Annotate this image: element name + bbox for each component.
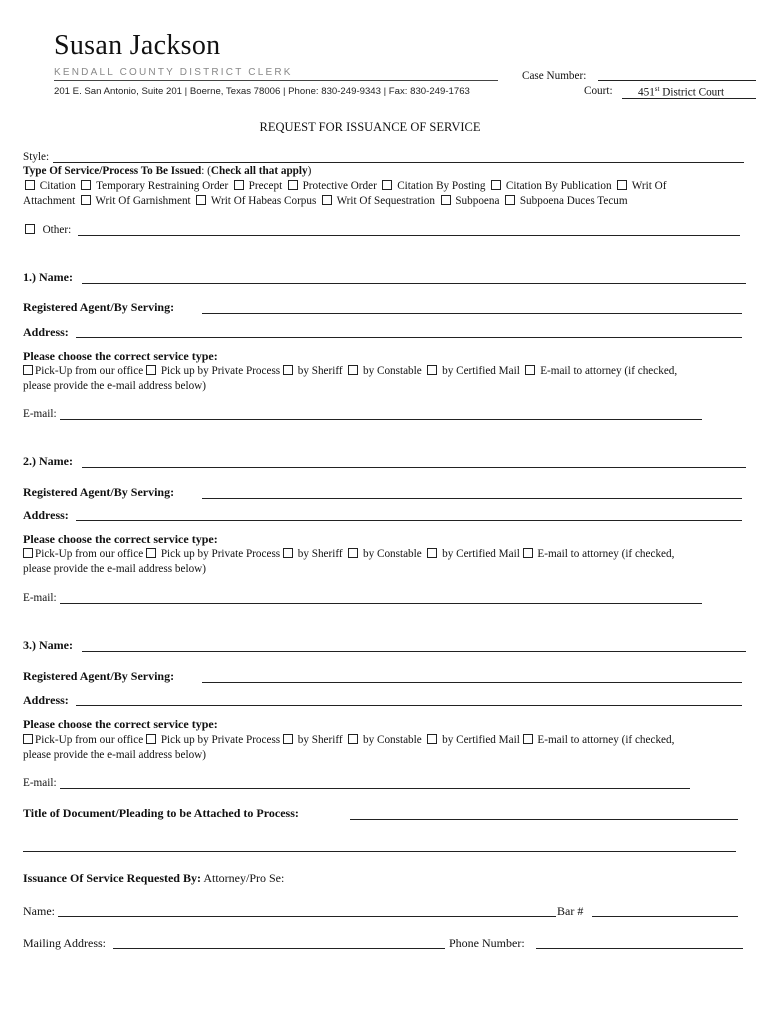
opt-private-process-label: Pick up by Private Process [160, 734, 281, 746]
type-writ-attachment-label: Writ Of [631, 180, 667, 192]
checkbox[interactable] [427, 734, 437, 744]
opt-constable[interactable] [348, 548, 422, 560]
checkbox[interactable] [523, 548, 533, 558]
party-2-email-field[interactable] [60, 603, 702, 604]
checkbox[interactable] [234, 180, 244, 190]
party-1-email-label: E-mail: [23, 408, 57, 420]
checkbox[interactable] [23, 734, 33, 744]
party-2-choose-label: Please choose the correct service type: [23, 532, 218, 546]
requested-by [23, 871, 284, 886]
checkbox[interactable] [146, 548, 156, 558]
opt-certified-mail-label: by Certified Mail [442, 734, 520, 746]
checkbox[interactable] [25, 180, 35, 190]
checkbox[interactable] [322, 195, 332, 205]
opt-constable[interactable] [348, 365, 422, 377]
opt-constable-label: by Constable [363, 734, 422, 746]
opt-pickup-office[interactable] [23, 548, 143, 560]
name-label: Name: [23, 904, 55, 918]
party-2-options-wrap: please provide the e-mail address below) [23, 563, 206, 575]
bar-label: Bar # [557, 904, 584, 918]
opt-email-attorney-label: E-mail to attorney (if checked, [537, 734, 675, 746]
opt-email-attorney[interactable] [523, 548, 675, 560]
type-writ-sequestration[interactable] [322, 195, 435, 207]
party-2-agent-field[interactable] [202, 498, 742, 499]
party-1-agent-field[interactable] [202, 313, 742, 314]
type-writ-attachment-label-2: Attachment [23, 195, 76, 207]
checkbox[interactable] [505, 195, 515, 205]
court-field[interactable] [622, 85, 756, 99]
checkbox[interactable] [23, 365, 33, 375]
party-1-address-label: Address: [23, 325, 69, 339]
court-number: 451 [638, 86, 655, 99]
type-protective-order[interactable] [288, 180, 377, 192]
service-type-heading-sep: : ( [201, 165, 211, 177]
opt-pickup-office-label: Pick-Up from our office [35, 548, 144, 560]
type-citation[interactable] [25, 180, 76, 192]
checkbox[interactable] [441, 195, 451, 205]
checkbox[interactable] [382, 180, 392, 190]
opt-email-attorney-label: E-mail to attorney (if checked, [540, 365, 678, 377]
opt-constable[interactable] [348, 734, 422, 746]
party-3-agent-label: Registered Agent/By Serving: [23, 669, 175, 683]
opt-private-process-label: Pick up by Private Process [160, 365, 281, 377]
party-3-name-field[interactable] [82, 651, 746, 652]
party-1-name-field[interactable] [82, 283, 746, 284]
checkbox[interactable] [348, 365, 358, 375]
requested-by-value: Attorney/Pro Se: [200, 871, 285, 885]
checkbox[interactable] [348, 548, 358, 558]
type-writ-garnishment-label: Writ Of Garnishment [95, 195, 191, 207]
type-writ-attachment[interactable] [617, 180, 666, 192]
type-writ-garnishment[interactable] [81, 195, 191, 207]
type-subpoena-duces[interactable] [505, 195, 628, 207]
type-citation-publication-label: Citation By Publication [505, 180, 612, 192]
case-number-field[interactable] [598, 80, 756, 81]
style-field[interactable] [53, 162, 744, 163]
opt-sheriff-label: by Sheriff [297, 548, 343, 560]
checkbox[interactable] [283, 365, 293, 375]
clerk-name: Susan Jackson [54, 30, 221, 61]
checkbox[interactable] [427, 548, 437, 558]
case-number-label: Case Number: [522, 70, 587, 82]
type-writ-habeas[interactable] [196, 195, 316, 207]
checkbox[interactable] [146, 734, 156, 744]
party-3-choose-label: Please choose the correct service type: [23, 717, 218, 731]
court-suffix: st [654, 85, 660, 93]
party-2-service-options [23, 548, 674, 560]
opt-certified-mail-label: by Certified Mail [442, 548, 520, 560]
checkbox[interactable] [146, 365, 156, 375]
title-document-field-2[interactable] [23, 851, 736, 852]
opt-sheriff[interactable] [283, 734, 343, 746]
checkbox[interactable] [348, 734, 358, 744]
type-tro-label: Temporary Restraining Order [96, 180, 229, 192]
opt-pickup-office[interactable] [23, 734, 143, 746]
party-2-address-field[interactable] [76, 520, 742, 521]
party-3-email-field[interactable] [60, 788, 690, 789]
opt-private-process-label: Pick up by Private Process [160, 548, 281, 560]
opt-email-attorney[interactable] [523, 734, 675, 746]
party-1-options-wrap: please provide the e-mail address below) [23, 380, 206, 392]
party-1-email-field[interactable] [60, 419, 702, 420]
type-protective-order-label: Protective Order [302, 180, 377, 192]
party-2-name-label: 2.) Name: [23, 454, 73, 468]
party-3-agent-field[interactable] [202, 682, 742, 683]
checkbox[interactable] [491, 180, 501, 190]
checkbox[interactable] [427, 365, 437, 375]
checkbox[interactable] [288, 180, 298, 190]
checkbox[interactable] [617, 180, 627, 190]
type-citation-publication[interactable] [491, 180, 611, 192]
party-1-service-options [23, 365, 677, 377]
party-2-agent-label: Registered Agent/By Serving: [23, 485, 175, 499]
type-writ-habeas-label: Writ Of Habeas Corpus [210, 195, 317, 207]
checkbox[interactable] [283, 548, 293, 558]
party-3-email-label: E-mail: [23, 777, 57, 789]
service-type-heading [23, 165, 311, 177]
opt-certified-mail[interactable] [427, 734, 519, 746]
checkbox[interactable] [25, 224, 35, 234]
clerk-address: 201 E. San Antonio, Suite 201 | Boerne, Texas 78006 | Phone: 830-249-9343 | Fax: 830-249-1763 [54, 86, 470, 97]
phone-number-label: Phone Number: [449, 936, 525, 950]
opt-private-process[interactable] [146, 548, 280, 560]
type-other [25, 224, 71, 236]
opt-certified-mail[interactable] [427, 365, 519, 377]
type-citation-posting[interactable] [382, 180, 485, 192]
service-type-row-1 [25, 180, 666, 192]
type-tro[interactable] [81, 180, 228, 192]
checkbox[interactable] [283, 734, 293, 744]
checkbox[interactable] [196, 195, 206, 205]
opt-private-process[interactable] [146, 734, 280, 746]
type-other-label: Other: [42, 224, 72, 236]
header-rule [54, 80, 498, 81]
party-1-address-field[interactable] [76, 337, 742, 338]
checkbox[interactable] [81, 180, 91, 190]
opt-sheriff[interactable] [283, 548, 343, 560]
checkbox[interactable] [523, 734, 533, 744]
checkbox[interactable] [23, 548, 33, 558]
requested-by-label: Issuance Of Service Requested By: [23, 871, 201, 885]
opt-private-process[interactable] [146, 365, 280, 377]
type-citation-posting-label: Citation By Posting [397, 180, 486, 192]
service-type-heading-hint: Check all that apply [210, 165, 308, 177]
party-3-service-options [23, 734, 674, 746]
mailing-address-field[interactable] [113, 948, 445, 949]
phone-number-field[interactable] [536, 948, 743, 949]
type-precept[interactable] [234, 180, 282, 192]
party-1-agent-label: Registered Agent/By Serving: [23, 300, 175, 314]
title-document-label: Title of Document/Pleading to be Attached to Process: [23, 806, 299, 820]
bar-field[interactable] [592, 916, 738, 917]
clerk-office-title: KENDALL COUNTY DISTRICT CLERK [54, 67, 293, 78]
opt-email-attorney-label: E-mail to attorney (if checked, [537, 548, 675, 560]
opt-certified-mail-label: by Certified Mail [442, 365, 520, 377]
opt-pickup-office-label: Pick-Up from our office [35, 734, 144, 746]
opt-email-attorney[interactable] [525, 365, 677, 377]
title-document-field[interactable] [350, 819, 738, 820]
opt-pickup-office-label: Pick-Up from our office [35, 365, 144, 377]
party-2-email-label: E-mail: [23, 592, 57, 604]
opt-constable-label: by Constable [363, 548, 422, 560]
opt-constable-label: by Constable [363, 365, 422, 377]
type-citation-label: Citation [39, 180, 76, 192]
form-title: REQUEST FOR ISSUANCE OF SERVICE [259, 120, 481, 134]
type-subpoena-duces-label: Subpoena Duces Tecum [519, 195, 628, 207]
opt-certified-mail[interactable] [427, 548, 519, 560]
opt-sheriff-label: by Sheriff [297, 365, 343, 377]
mailing-address-label: Mailing Address: [23, 936, 106, 950]
party-3-options-wrap: please provide the e-mail address below) [23, 749, 206, 761]
checkbox[interactable] [81, 195, 91, 205]
party-2-name-field[interactable] [82, 467, 746, 468]
type-subpoena[interactable] [441, 195, 500, 207]
service-type-heading-text: Type Of Service/Process To Be Issued [23, 165, 202, 177]
opt-sheriff-label: by Sheriff [297, 734, 343, 746]
type-writ-sequestration-label: Writ Of Sequestration [336, 195, 435, 207]
type-precept-label: Precept [248, 180, 283, 192]
style-label: Style: [23, 151, 50, 163]
other-field[interactable] [78, 235, 740, 236]
party-1-name-label: 1.) Name: [23, 270, 73, 284]
party-3-address-label: Address: [23, 693, 69, 707]
service-type-row-2 [23, 195, 628, 207]
party-1-choose-label: Please choose the correct service type: [23, 349, 218, 363]
court-name: District Court [659, 86, 725, 99]
checkbox[interactable] [525, 365, 535, 375]
type-subpoena-label: Subpoena [455, 195, 500, 207]
opt-sheriff[interactable] [283, 365, 343, 377]
party-3-name-label: 3.) Name: [23, 638, 73, 652]
party-3-address-field[interactable] [76, 705, 742, 706]
service-type-heading-close: ) [307, 165, 312, 177]
opt-pickup-office[interactable] [23, 365, 143, 377]
party-2-address-label: Address: [23, 508, 69, 522]
name-field[interactable] [58, 916, 556, 917]
court-label: Court: [584, 85, 613, 97]
